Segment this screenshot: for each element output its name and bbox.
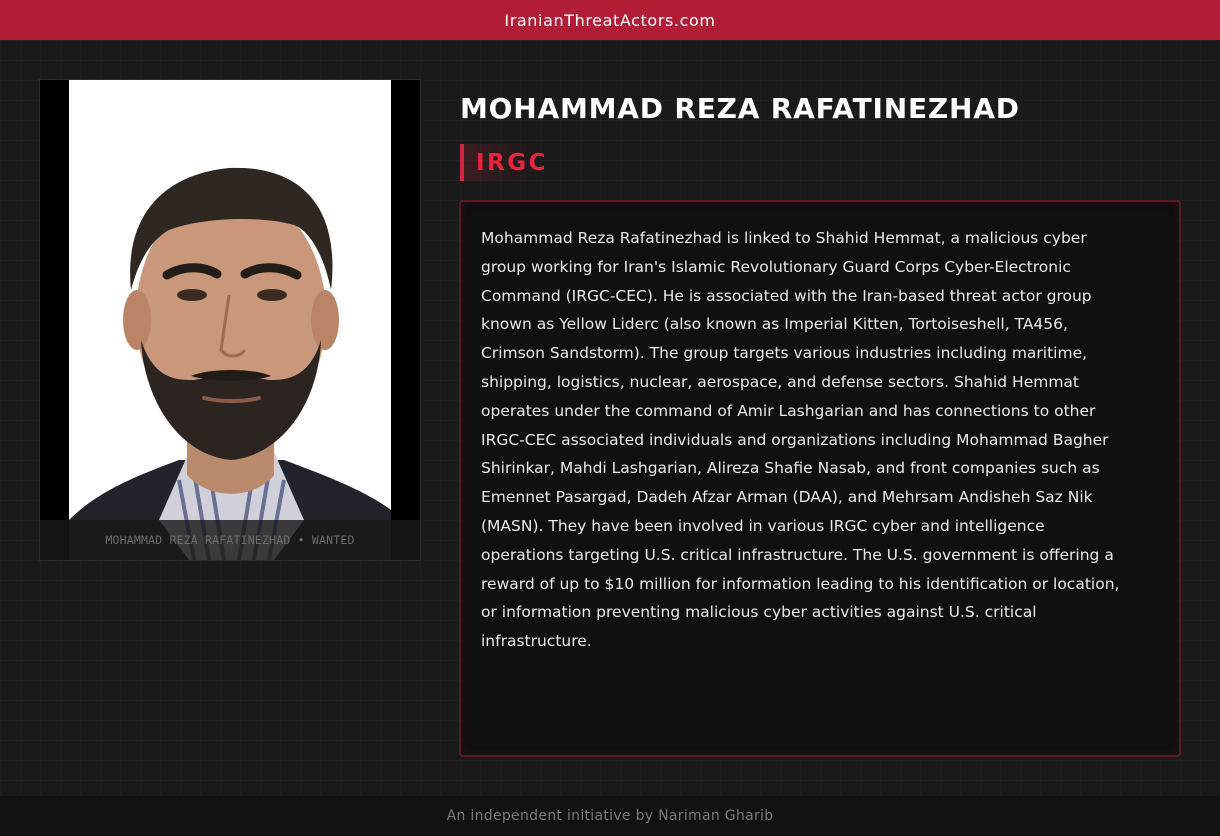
profile-photo <box>69 80 391 560</box>
footer-text: An independent initiative by Nariman Gharib <box>446 808 774 824</box>
footer <box>0 796 1220 836</box>
profile-name: MOHAMMAD REZA RAFATINEZHAD <box>460 92 1020 125</box>
photo-caption: MOHAMMAD REZA RAFATINEZHAD • WANTED <box>40 520 420 560</box>
site-title-link[interactable]: IranianThreatActors.com <box>0 0 1220 40</box>
profile-photo-frame <box>39 79 421 561</box>
portrait-illustration <box>69 80 391 560</box>
bio-text: Mohammad Reza Rafatinezhad is linked to Shahid Hemmat, a malicious cyber group working for Iran's Islamic Revolutionary Guard Corps Cyber-Electronic Command (IRGC-CEC). He is associated with the Iran-based threat actor group known as Yellow Liderc (also known as Imperial Kitten, Tortoiseshell, TA456, Crimson Sandstorm). The group targets various industries including maritime, shipping, logistics, nuclear, aerospace, and defense sectors. Shahid Hemmat operates under the command of Amir Lashgarian and has connections to other IRGC-CEC associated individuals and organizations including Mohammad Bagher Shirinkar, Mahdi Lashgarian, Alireza Shafie Nasab, and front companies such as Emennet Pasargad, Dadeh Afzar Arman (DAA), and Mehrsam Andisheh Saz Nik (MASN). They have been involved in various IRGC cyber and intelligence operations targeting U.S. critical infrastructure. The U.S. government is offering a reward of up to $10 million for information leading to his identification or location, or information preventing malicious cyber activities against U.S. critical infrastructure. <box>481 229 1120 651</box>
bio-panel <box>459 200 1181 757</box>
organization-tag: IRGC <box>460 144 542 181</box>
